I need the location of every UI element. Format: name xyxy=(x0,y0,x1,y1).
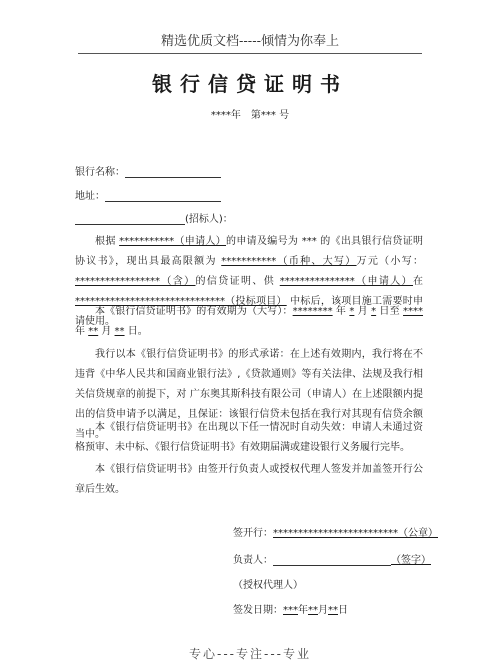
p1-text-3: 万元（小写： xyxy=(356,256,424,267)
p1-amount-lower: *****************（含） xyxy=(75,276,196,287)
date-line xyxy=(233,601,348,616)
date-day: ** xyxy=(328,605,338,616)
p1-text-1: 根据 xyxy=(95,236,120,247)
year-unit: 年 xyxy=(298,605,308,616)
bidder-field xyxy=(75,210,233,225)
p2-text-7: 日。 xyxy=(124,326,148,337)
paragraph-3: 我行以本《银行信贷证明书》的形式承诺：在上述有效期内，我行将在不违背《中华人民共和国商业银行法》,《贷款通则》等有关法律、法规及我行相关信贷规章的前提下，对 广东奥其斯科技有限公司（申请人）在上述限额内提出的信贷申请予以满足，且保证：该银行信贷未包括在我行对其现有信贷余额当中。 xyxy=(75,349,423,440)
day-unit: 日 xyxy=(338,605,348,616)
bank-name-label: 银行名称： xyxy=(75,167,125,178)
p2-text-2: 年 xyxy=(332,306,350,317)
p2-year-start: ******** xyxy=(292,306,333,317)
sign-note: （签字） xyxy=(391,555,431,566)
bidder-label: (招标人)： xyxy=(185,214,233,225)
issuing-bank-value: *************************（公章） xyxy=(273,528,438,539)
issuing-bank-line xyxy=(233,524,438,539)
p1-applicant-2: ***************（申请人） xyxy=(279,276,414,287)
p2-text-1: 本《银行信贷证明书》的有效期为（大写）： xyxy=(95,306,293,317)
p1-text-2: 的申请及编号为 *** 的《出具银行信贷证明协议书》，现出具最高限额为 xyxy=(75,236,424,267)
date-label: 签发日期： xyxy=(233,605,283,616)
address-label: 地址： xyxy=(75,191,105,202)
page-footer: 专心---专注---专业 xyxy=(189,647,311,661)
bank-name-blank xyxy=(125,165,221,178)
p2-text-4: 日至 xyxy=(376,306,404,317)
p2-text-5: 年 xyxy=(75,326,89,337)
document-title: 银行信贷证明书 xyxy=(152,72,348,96)
p2-month-end: ** xyxy=(88,326,99,337)
p2-text-3: 月 xyxy=(354,306,372,317)
p1-text-4: 的信贷证明、供 xyxy=(195,276,280,287)
date-year: *** xyxy=(283,605,298,616)
header-divider xyxy=(78,53,422,54)
p1-text-5: 在 xyxy=(413,276,424,287)
bidder-blank xyxy=(75,212,185,225)
p1-applicant: ***********（申请人） xyxy=(119,236,227,247)
address-blank xyxy=(105,189,221,202)
responsible-label: 负责人： xyxy=(233,555,273,566)
responsible-blank xyxy=(273,553,391,566)
p2-year-end: **** xyxy=(403,306,424,317)
paragraph-5: 本《银行信贷证明书》由签开行负责人或授权代理人签发并加盖签开行公章后生效。 xyxy=(75,464,423,495)
p2-day-start: * xyxy=(371,306,377,317)
p1-project: ******************************（投标项目） xyxy=(75,296,287,307)
address-field xyxy=(75,187,221,202)
page-header: 精选优质文档-----倾情为你奉上 xyxy=(161,34,339,49)
p2-month-start: * xyxy=(349,306,355,317)
p1-currency-amount: ***********（币种、大写） xyxy=(221,256,357,267)
responsible-line xyxy=(233,551,431,566)
bank-name-field xyxy=(75,163,221,178)
paragraph-2 xyxy=(75,302,423,342)
month-unit: 月 xyxy=(318,605,328,616)
p2-text-6: 月 xyxy=(98,326,115,337)
date-month: ** xyxy=(308,605,318,616)
p1-text-6: 中标后，该项目施工需要时申请使用。 xyxy=(75,296,423,327)
paragraph-4: 本《银行信贷证明书》在出现以下任一情况时自动失效：申请人未通过资格预审、未中标、《银行信贷证明书》有效期届满或建设银行义务履行完毕。 xyxy=(75,422,423,453)
p2-day-end: ** xyxy=(114,326,125,337)
agent-line: （授权代理人） xyxy=(233,580,303,591)
document-serial: ****年 第*** 号 xyxy=(210,110,290,121)
issuing-bank-label: 签开行： xyxy=(233,528,273,539)
